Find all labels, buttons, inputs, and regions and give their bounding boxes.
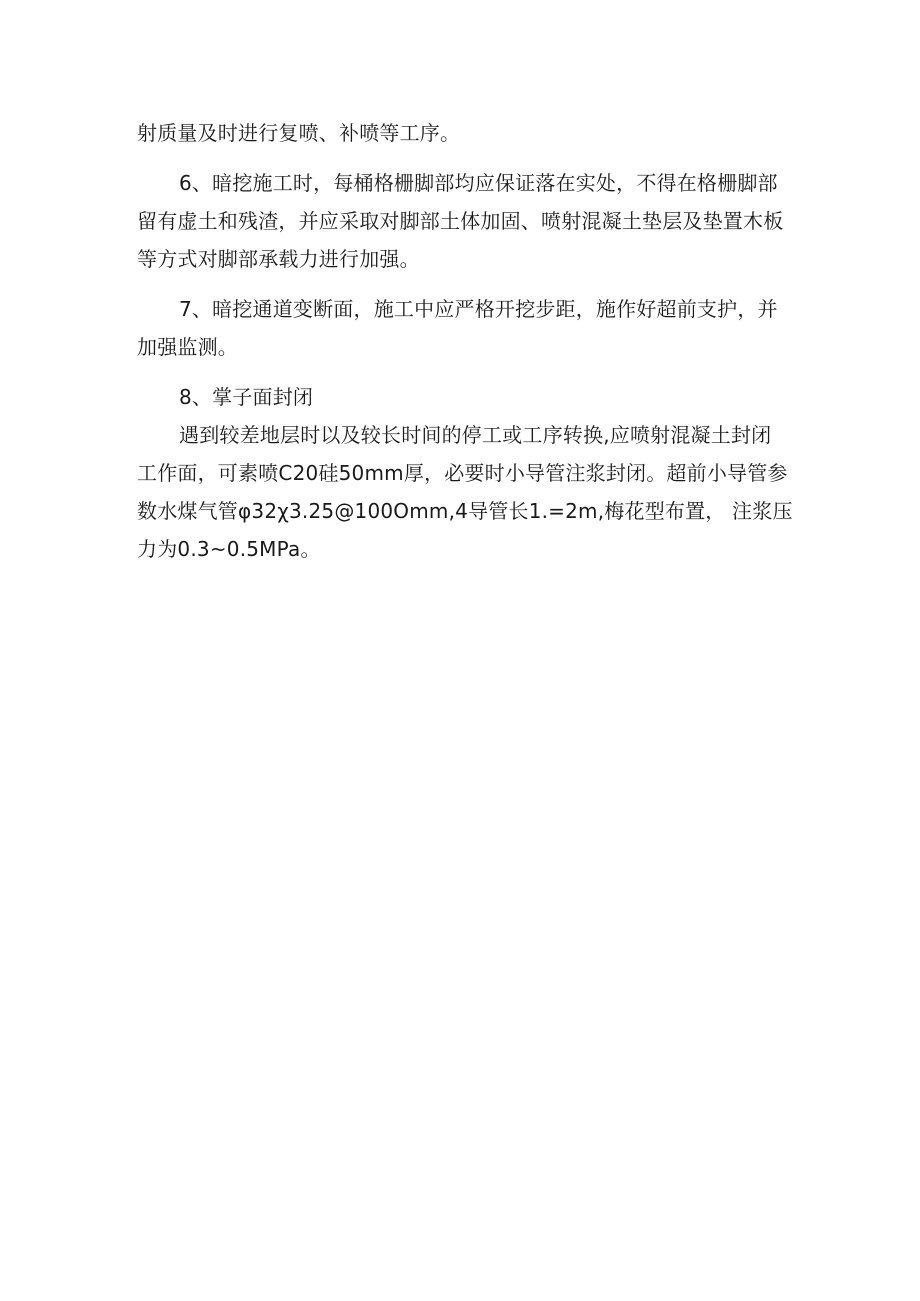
paragraph-gap bbox=[137, 278, 787, 290]
section-heading: 8、掌子面封闭 bbox=[179, 385, 314, 409]
text-line: 7、暗挖通道变断面，施工中应严格开挖步距，施作好超前支护，并 bbox=[179, 297, 778, 321]
paragraph-6 bbox=[137, 164, 787, 278]
text-line: 数水煤气管φ32χ3.25@100Omm,4导管长1.=2m,梅花型布置， 注浆压 bbox=[137, 499, 793, 523]
paragraph-gap bbox=[137, 366, 787, 378]
document-body bbox=[137, 114, 793, 568]
text-line: 力为0.3~0.5MPa。 bbox=[137, 537, 321, 561]
text-line: 加强监测。 bbox=[137, 335, 238, 359]
paragraph-gap bbox=[137, 152, 787, 164]
text-line: 工作面，可素喷C20硅50mm厚，必要时小导管注浆封闭。超前小导管参 bbox=[137, 461, 788, 485]
text-line: 射质量及时进行复喷、补喷等工序。 bbox=[137, 121, 461, 145]
text-line: 等方式对脚部承载力进行加强。 bbox=[137, 247, 420, 271]
paragraph-8-body bbox=[137, 416, 793, 568]
text-line: 遇到较差地层时以及较长时间的停工或工序转换,应喷射混凝土封闭 bbox=[179, 423, 772, 447]
text-line: 6、暗挖施工时，每桶格栅脚部均应保证落在实处，不得在格栅脚部 bbox=[179, 171, 778, 195]
paragraph-1 bbox=[137, 114, 787, 152]
paragraph-7 bbox=[137, 290, 787, 366]
paragraph-8-heading bbox=[137, 378, 787, 416]
text-line: 留有虚土和残渣，并应采取对脚部土体加固、喷射混凝土垫层及垫置木板 bbox=[137, 209, 784, 233]
